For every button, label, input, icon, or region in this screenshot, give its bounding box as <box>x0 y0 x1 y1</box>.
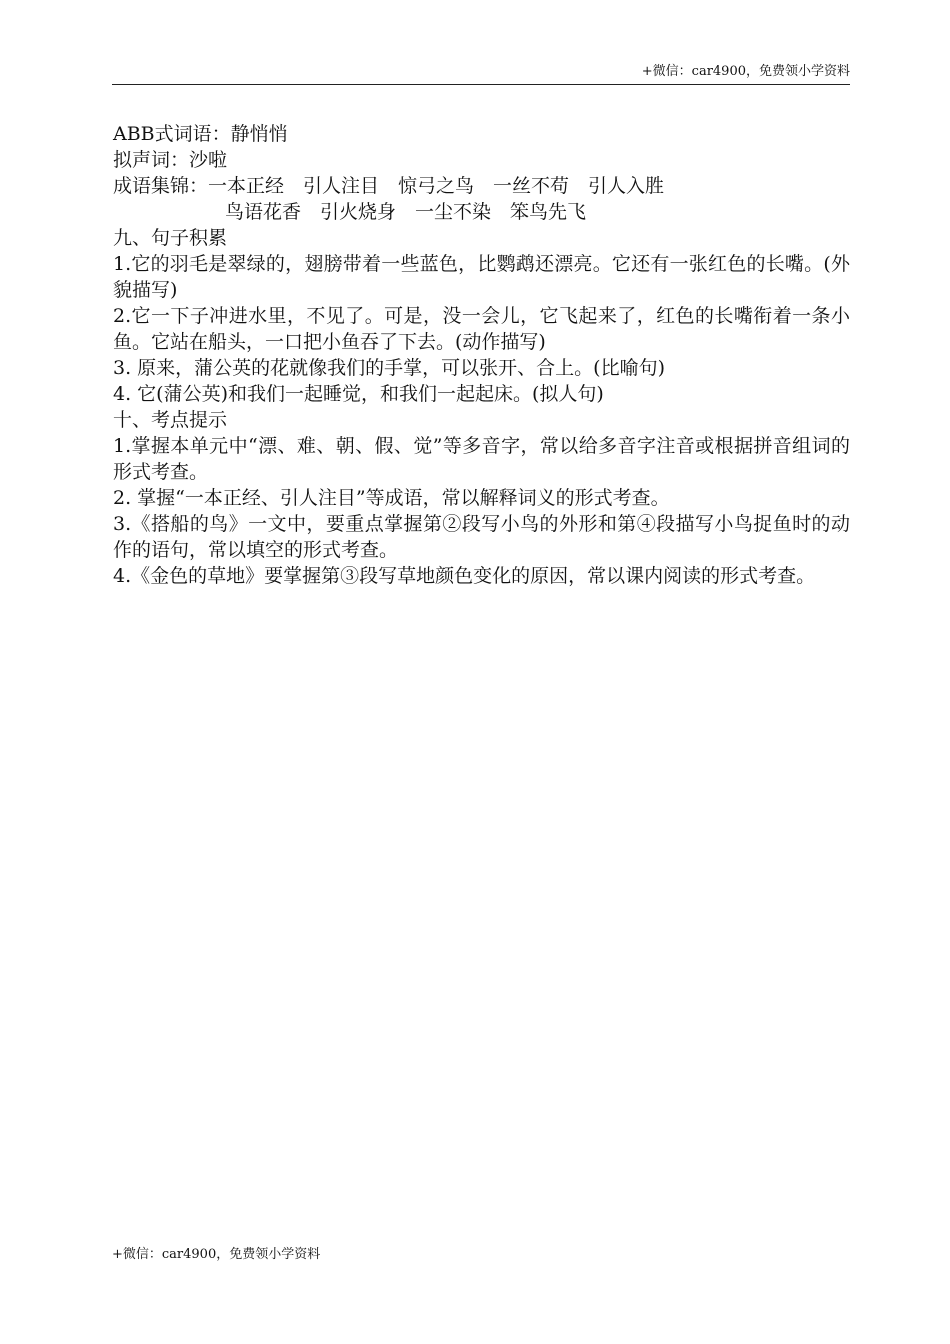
page-header: +微信：car4900，免费领小学资料 <box>641 64 850 79</box>
tip-item: 2. 掌握“一本正经、引人注目”等成语，常以解释词义的形式考查。 <box>113 487 670 509</box>
sentence-item: 1.它的羽毛是翠绿的，翅膀带着一些蓝色，比鹦鹉还漂亮。它还有一张红色的长嘴。(外貌描写) <box>113 253 850 301</box>
header-divider <box>112 84 850 85</box>
page-footer: +微信：car4900，免费领小学资料 <box>112 1247 321 1262</box>
section-heading-tips: 十、考点提示 <box>113 409 228 431</box>
onomatopoeia-line: 拟声词：沙啦 <box>113 149 228 171</box>
tip-item: 3.《搭船的鸟》一文中，要重点掌握第②段写小鸟的外形和第④段描写小鸟捉鱼时的动作的语句，常以填空的形式考查。 <box>113 513 850 561</box>
idioms-line-1: 成语集锦：一本正经 引人注目 惊弓之鸟 一丝不苟 引人入胜 <box>113 175 665 197</box>
sentence-item: 2.它一下子冲进水里，不见了。可是，没一会儿，它飞起来了，红色的长嘴衔着一条小鱼。它站在船头，一口把小鱼吞了下去。(动作描写) <box>113 305 850 353</box>
section-heading-sentences: 九、句子积累 <box>113 227 228 249</box>
tip-item: 1.掌握本单元中“漂、难、朝、假、觉”等多音字，常以给多音字注音或根据拼音组词的形式考查。 <box>113 435 850 483</box>
sentence-item: 3. 原来，蒲公英的花就像我们的手掌，可以张开、合上。(比喻句) <box>113 357 665 379</box>
idioms-line-2: 鸟语花香 引火烧身 一尘不染 笨鸟先飞 <box>225 201 587 223</box>
sentence-item: 4. 它(蒲公英)和我们一起睡觉，和我们一起起床。(拟人句) <box>113 383 604 405</box>
tip-item: 4.《金色的草地》要掌握第③段写草地颜色变化的原因，常以课内阅读的形式考查。 <box>113 565 816 587</box>
abb-words-line: ABB式词语：静悄悄 <box>113 123 288 145</box>
document-body <box>113 121 850 589</box>
